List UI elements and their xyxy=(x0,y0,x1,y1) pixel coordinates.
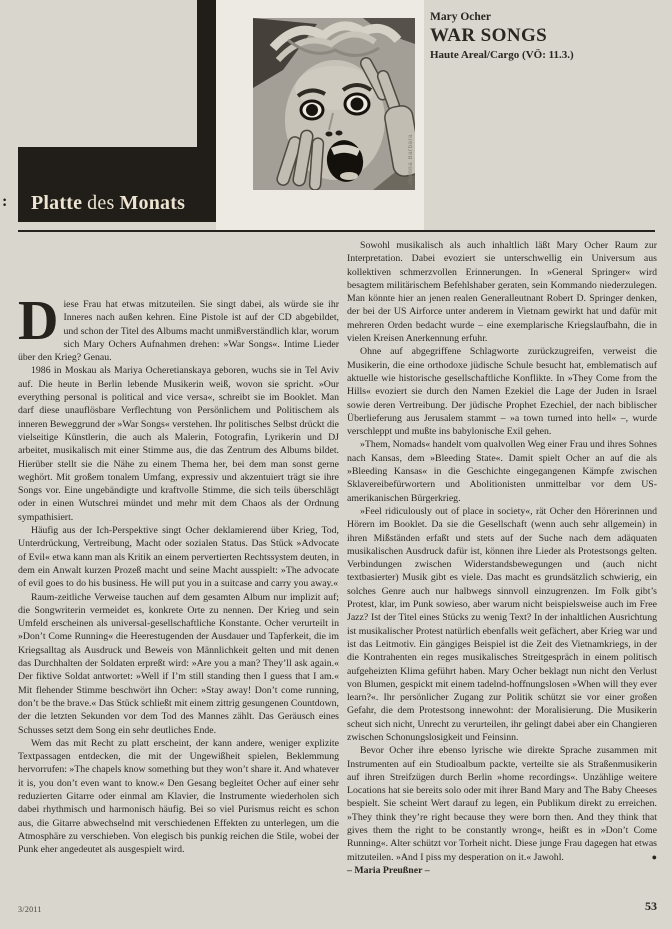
end-mark: ● xyxy=(651,851,657,862)
artist-name: Mary Ocher xyxy=(430,11,491,23)
masthead-colon: : xyxy=(2,193,8,210)
paragraph: Sowohl musikalisch als auch inhaltlich läßt Mary Ocher Raum zur Interpretation. Dabei evoziert sie unterschwellig ein Universum aus kollektiven schmerzvollen Erinnerungen. In »General Springer« wird besagtem militärischem Befehlshaber geraten, sein Kommando niederzulegen. Man könnte hier an jenen realen Generalleutnant Robert D. Springer denken, der bei der US Airforce unter anderem in Vietnam gewirkt hat und dafür mit mehreren Orden bedacht wurde – eine exemplarische Kriegslaufbahn, die in vielen Kreisen Anerkennung erfuhr. xyxy=(347,240,657,345)
paragraph: Ohne auf abgegriffene Schlagworte zurückzugreifen, verweist die Musikerin, die eine orthodoxe jüdische Schule besucht hat, emblematisch auf aktuelle wie historische gesellschaftliche Konflikte. In »They Come from the Hills« evoziert sie durch den Namen Ezekiel die Lage der Juden in Israel sowie deren Vertreibung. Der jüdische Prophet Ezechiel, der nach biblischer Überlieferung aus Jerusalem stammt – »a town turned into hell« –, wurde verschleppt und mußte ins babylonische Exil gehen. xyxy=(347,346,657,438)
paragraph: »Them, Nomads« handelt vom qualvollen Weg einer Frau und ihres Sohnes nach Kansas, dem »Bleeding State«. Damit spielt Ocher an auf die als »Bleeding Kansas« in die Geschichte eingegangenen Kämpfe zwischen Sklavereibefürwortern und Abolitionisten unmittelbar vor dem US-amerikanischen Bürgerkrieg. xyxy=(347,439,657,504)
paragraph: Häufig aus der Ich-Perspektive singt Ocher deklamierend über Krieg, Tod, Unterdrückung, Vertreibung, Macht oder sozialen Status. Das Stück »Advocate of Evil« etwa kann man als Kritik an einem pervertierten Rechtssystem deuten, in dem ein Anwalt kurzen Prozeß macht und seine Macht ausspielt: »The advocate of evil goes to do his business. He will put you in a suitcase and carry you away.« xyxy=(18,525,339,590)
article-column-left xyxy=(18,290,339,856)
photo-credit: Joanna Barbara xyxy=(408,133,414,185)
footer-issue-number: 3/2011 xyxy=(18,905,42,914)
platte-des-monats-banner xyxy=(18,147,216,222)
paragraph: Diese Frau hat etwas mitzuteilen. Sie singt dabei, als würde sie ihr Inneres nach außen kehren. Eine Pistole ist auf der CD abgebildet, und schon der Titel des Albums macht unmißverständlich klar, worum sich Mary Ochers Aufnahmen drehen: »War Songs«. Intime Lieder über den Krieg? Genau. xyxy=(18,290,339,364)
paragraph: Wem das mit Recht zu platt erscheint, der kann andere, weniger explizite Textpassagen entdecken, die mit der Ungewißheit spielen, Beklemmung hervorrufen: »The chapels know something but they won’t share it. And whatever it is, you don’t even want to know.« Den Gesang begleitet Ocher auf einer sehr reduzierten Gitarre oder einmal am Klavier, die Instrumente wiederholen sich dabei rhythmisch und harmonisch häufig. Bei so viel Purismus reicht es schon aus, die Gitarre abwechselnd mit verschiedenen Effekten zu unterlegen, um die Atmosphäre zu verschieben. Von elegisch bis punkig reichen die Stile, wobei der Punk eher angedeutet als ausgespielt wird. xyxy=(18,737,339,856)
album-photo-illustration xyxy=(253,18,415,190)
banner-word-des: des xyxy=(87,192,115,214)
release-header xyxy=(430,11,574,61)
drop-cap: D xyxy=(18,290,59,352)
paragraph: »Feel ridiculously out of place in society«, rät Ocher den Hörerinnen und Hörern im Booklet. Da sie die Gesellschaft (wenn auch sehr allgemein) in ihren Mißständen erfaßt und stets auf der Suche nach dem adäquaten musikalischen Ausdruck dafür ist, können ihre Lieder als Protestsongs gelten. Verbindungen zwischen Widerstandsbewegungen und (auch nicht textbasierter) Musik gibt es viele. Das macht es grundsätzlich schwierig, ein solches Genre auch nur halbwegs sinnvoll einzugrenzen. Im Folk gibt’s Protest, klar, im Punk sowieso, aber warum nicht beispielsweise auch im Free Jazz? Ist der Titel eines Stücks zu wenig Text? In der inhaltlichen Ausrichtung ist musikalischer Protest natürlich ebenfalls weit gefächert, aber Krieg war und ist das Leitmotiv. Ein gängiges Beispiel ist die Zeit des Vietnamkriegs, in der die Kontrahenten ein reges musikalisches Streitgespräch in einem politisch aufgeheizten Klima geführt haben. Mary Ocher beklagt nun nicht den Verlust von Blumen, gespickt mit einem tadelnd-hoffnungslosen »When will they ever learn?«. Ihr persönlicher Zugang zur Politik schützt sie vor einer großen Gefahr, die dem Protestsong innewohnt: der Moralisierung. Die Musikerin scheut sich nicht, Unrecht zu verurteilen, ihr gelingt dabei aber ein Changieren zwischen Schonungslosigkeit und Feinsinn. xyxy=(347,505,657,743)
header-divider xyxy=(18,230,655,232)
paragraph: 1986 in Moskau als Mariya Ocheretianskaya geboren, wuchs sie in Tel Aviv auf. Die heute in Berlin lebende Musikerin weiß, wovon sie spricht. »Our everything personal is political and vice versa«, schreibt sie im Booklet. Man darf diese unauflösbare Verflechtung von Persönlichem und Politischem als inneren Beweggrund der »War Songs« verstehen. Ihr politisches Selbst drückt die vielseitige Künstlerin, die auch als Malerin, Fotografin, Lyrikerin und DJ arbeitet, musikalisch mit einer Stimme aus, die das Zentrum des Albums bildet. Hierüber stellt sie die Nähe zu einem Thema her, bei dem man sonst gerne weghört. Mit großem tonalem Umfang, expressiv und akzentuiert trägt sie ihre Songs vor. Eine ungebändigte und kraftvolle Stimme, die sich teils überschlägt oder in einen Wutschrei mündet und mehr mit dem Chaos als der Ordnung sympathisiert. xyxy=(18,365,339,523)
byline: – Maria Preußner – xyxy=(347,864,430,876)
release-info: Haute Areal/Cargo (VÖ: 11.3.) xyxy=(430,48,574,61)
article-column-right xyxy=(347,239,657,877)
paragraph: Bevor Ocher ihre ebenso lyrische wie direkte Sprache zusammen mit Instrumenten auf ein Studioalbum packte, verteilte sie als Straßenmusikerin auf ihren Streifzügen durch Berlin »home recordings«. Unzählige weitere Locations hat sie bereits solo oder mit ihrer Band Mary and The Baby Cheeses bespielt. Sie scheint Wert darauf zu legen, ein Publikum direkt zu erreichen. »They think they’re right because they were born then. And they think that gives them the right to be constantly wrong«, heißt es in »Don’t Come Running«. Alter schützt vor Torheit nicht. Diese junge Frau dagegen hat etwas mitzuteilen. »And I piss my desperation on it.« Jawohl. ● xyxy=(347,745,657,863)
footer-page-number: 53 xyxy=(645,899,657,913)
banner-word-monats: Monats xyxy=(119,192,186,214)
banner-word-platte: Platte xyxy=(31,192,83,214)
paragraph: Raum-zeitliche Verweise tauchen auf dem gesamten Album nur implizit auf; die Songwriterin vermeidet es, konkrete Orte zu nennen. Der Krieg und sein Umfeld erscheinen als universal-gesellschaftliche Konstante. Ocher verurteilt in »Don’t Come Running« die Heerestugenden der Ausdauer und Tapferkeit, die im Kriegsalltag als Ausdruck und Beweis von Männlichkeit gelten und mit denen das Durchhalten der Soldaten erpreßt wird: »Are you a man? They’ll ask again.« Der fiktive Soldat antwortet: »Well if I’m still standing then I guess that I am.« Mit flehender Stimme beschwört ihn Ocher: »Stay away! Don’t come running, don’t be the brave.« Das Stück schließt mit einem zittrig gesungenen Countdown, der die letzten Sekunden vor dem Tod des Mannes zählt. Das Geräusch eines Schusses setzt dem Song ein sehr deutliches Ende. xyxy=(18,591,339,736)
album-title: WAR SONGS xyxy=(430,24,548,46)
photo-panel xyxy=(216,0,424,230)
